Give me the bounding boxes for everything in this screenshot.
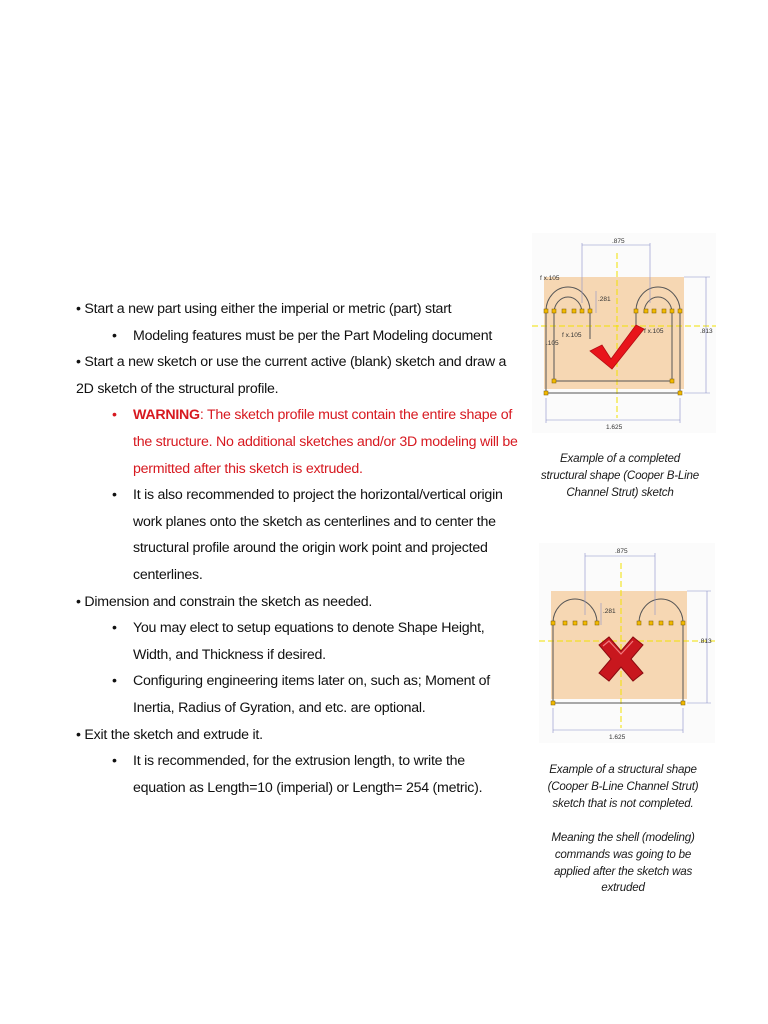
sub-bullet-dot: • — [112, 620, 117, 637]
bullet-start-sketch: • Start a new sketch or use the current active (blank) sketch and draw a 2D sketch of the structural profile. — [76, 354, 507, 397]
dim-top-label: .875 — [615, 548, 628, 555]
sub-bullet-modeling-features — [76, 323, 518, 350]
sub-bullet-project-planes — [76, 482, 518, 588]
sub-bullet-equations — [76, 615, 518, 668]
bullet-start-part: • Start a new part using either the imperial or metric (part) start — [76, 301, 452, 317]
sub-bullet-text: Modeling features must be per the Part Modeling document — [133, 327, 493, 344]
sub-bullet-dot: • — [112, 753, 117, 770]
dim-bottom-label: 1.625 — [606, 424, 623, 431]
dim-inner-label: .281 — [598, 296, 611, 303]
warning-text: : The sketch profile must contain the entire shape of the structure. No additional sketches and/or 3D modeling will be permitted after this sketch is extruded. — [133, 407, 518, 477]
dim-radius-label: f x.105 — [562, 332, 582, 339]
incomplete-sketch-figure — [539, 543, 715, 743]
dim-top-label: .875 — [612, 238, 625, 245]
sketch-profile-fill — [551, 591, 687, 699]
warning-label: WARNING — [133, 407, 200, 424]
bullet-exit-extrude: • Exit the sketch and extrude it. — [76, 726, 263, 743]
sub-bullet-dot: • — [112, 407, 117, 424]
sub-bullet-warning — [76, 402, 518, 482]
sub-bullet-extrusion-length — [76, 748, 518, 801]
bullet-dimension-constrain: • Dimension and constrain the sketch as needed. — [76, 593, 373, 610]
completed-sketch-caption: Example of a completed structural shape (Cooper B-Line Channel Strut) sketch — [540, 452, 700, 499]
incomplete-sketch-drawing — [539, 543, 715, 743]
instruction-list — [76, 296, 518, 801]
dim-radius-label: f x.105 — [540, 275, 560, 282]
dim-right-label: .813 — [700, 328, 713, 335]
dim-bottom-label: 1.625 — [609, 734, 626, 741]
sub-bullet-engineering-items — [76, 668, 518, 721]
dim-inner-label: .281 — [603, 608, 616, 615]
incomplete-sketch-caption: Example of a structural shape (Cooper B-Line Channel Strut) sketch that is not completed. — [547, 763, 699, 810]
completed-sketch-drawing — [532, 233, 716, 433]
dim-radius-label: f x.105 — [644, 328, 664, 335]
sub-bullet-text: It is recommended, for the extrusion length, to write the equation as Length=10 (imperial) or Length= 254 (metric). — [133, 753, 483, 796]
sub-bullet-dot: • — [112, 673, 117, 690]
sub-bullet-dot: • — [112, 327, 117, 344]
sub-bullet-text: It is also recommended to project the horizontal/vertical origin work planes onto the sketch as centerlines and to center the structural profile around the origin work point and projected centerlines. — [133, 487, 503, 583]
sub-bullet-text: You may elect to setup equations to denote Shape Height, Width, and Thickness if desired. — [133, 620, 485, 663]
dim-right-label: .813 — [699, 638, 712, 645]
sub-bullet-dot: • — [112, 487, 117, 504]
incomplete-sketch-note: Meaning the shell (modeling) commands was going to be applied after the sketch was extruded — [551, 831, 695, 895]
sub-bullet-text: Configuring engineering items later on, such as; Moment of Inertia, Radius of Gyration, and etc. are optional. — [133, 673, 490, 716]
dim-left-label: .105 — [546, 340, 559, 347]
completed-sketch-figure — [532, 233, 716, 433]
